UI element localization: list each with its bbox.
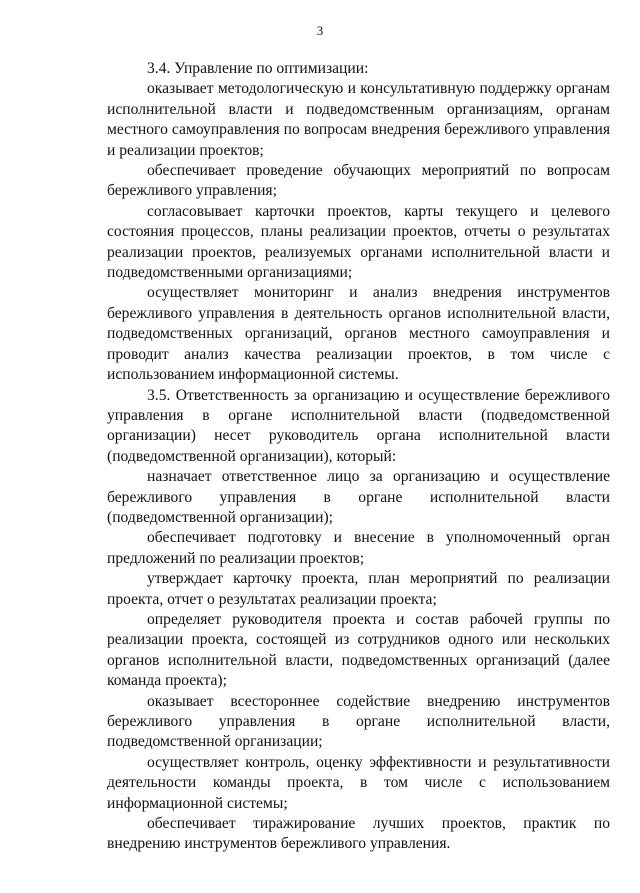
- paragraph: осуществляет контроль, оценку эффективности и результативности деятельности команды проекта, в том числе с использованием информационной системы;: [107, 753, 610, 812]
- section-paragraph-3-5: 3.5. Ответственность за организацию и осуществление бережливого управления в органе исполнительной власти (подведомственной организации) несет руководитель органа исполнительной власти (подведомственной организации), который:: [107, 386, 610, 465]
- paragraph: оказывает всестороннее содействие внедрению инструментов бережливого управления в органе исполнительной власти, подведомственной организации;: [107, 692, 610, 751]
- page-number: 3: [316, 23, 324, 38]
- document-body: [107, 59, 610, 855]
- paragraph: назначает ответственное лицо за организацию и осуществление бережливого управления в органе исполнительной власти (подведомственной организации);: [107, 468, 610, 526]
- paragraph: оказывает методологическую и консультативную поддержку органам исполнительной власти и подведомственным организациям, органам местного самоуправления по вопросам внедрения бережливого управления и реализации проектов;: [107, 80, 610, 159]
- paragraph: обеспечивает тиражирование лучших проектов, практик по внедрению инструментов бережливого управления.: [107, 815, 610, 853]
- paragraph: осуществляет мониторинг и анализ внедрения инструментов бережливого управления в деятельность органов исполнительной власти, подведомственных организаций, органов местного самоуправления и проводит анализ качества реализации проектов, в том числе с использованием информационной системы.: [107, 284, 610, 384]
- paragraph: обеспечивает проведение обучающих мероприятий по вопросам бережливого управления;: [107, 162, 610, 200]
- paragraph: обеспечивает подготовку и внесение в уполномоченный орган предложений по реализации проектов;: [107, 529, 610, 567]
- paragraph: определяет руководителя проекта и состав рабочей группы по реализации проекта, состоящей из сотрудников одного или нескольких органов исполнительной власти, подведомственных организаций (далее команда проекта);: [107, 610, 610, 690]
- section-heading-3-4: 3.4. Управление по оптимизации:: [147, 60, 369, 77]
- paragraph: утверждает карточку проекта, план мероприятий по реализации проекта, отчет о результатах реализации проекта;: [107, 570, 610, 608]
- paragraph: согласовывает карточки проектов, карты текущего и целевого состояния процессов, планы реализации проектов, отчеты о результатах реализации проектов, реализуемых органами исполнительной власти и подведомственными организациями;: [107, 202, 610, 282]
